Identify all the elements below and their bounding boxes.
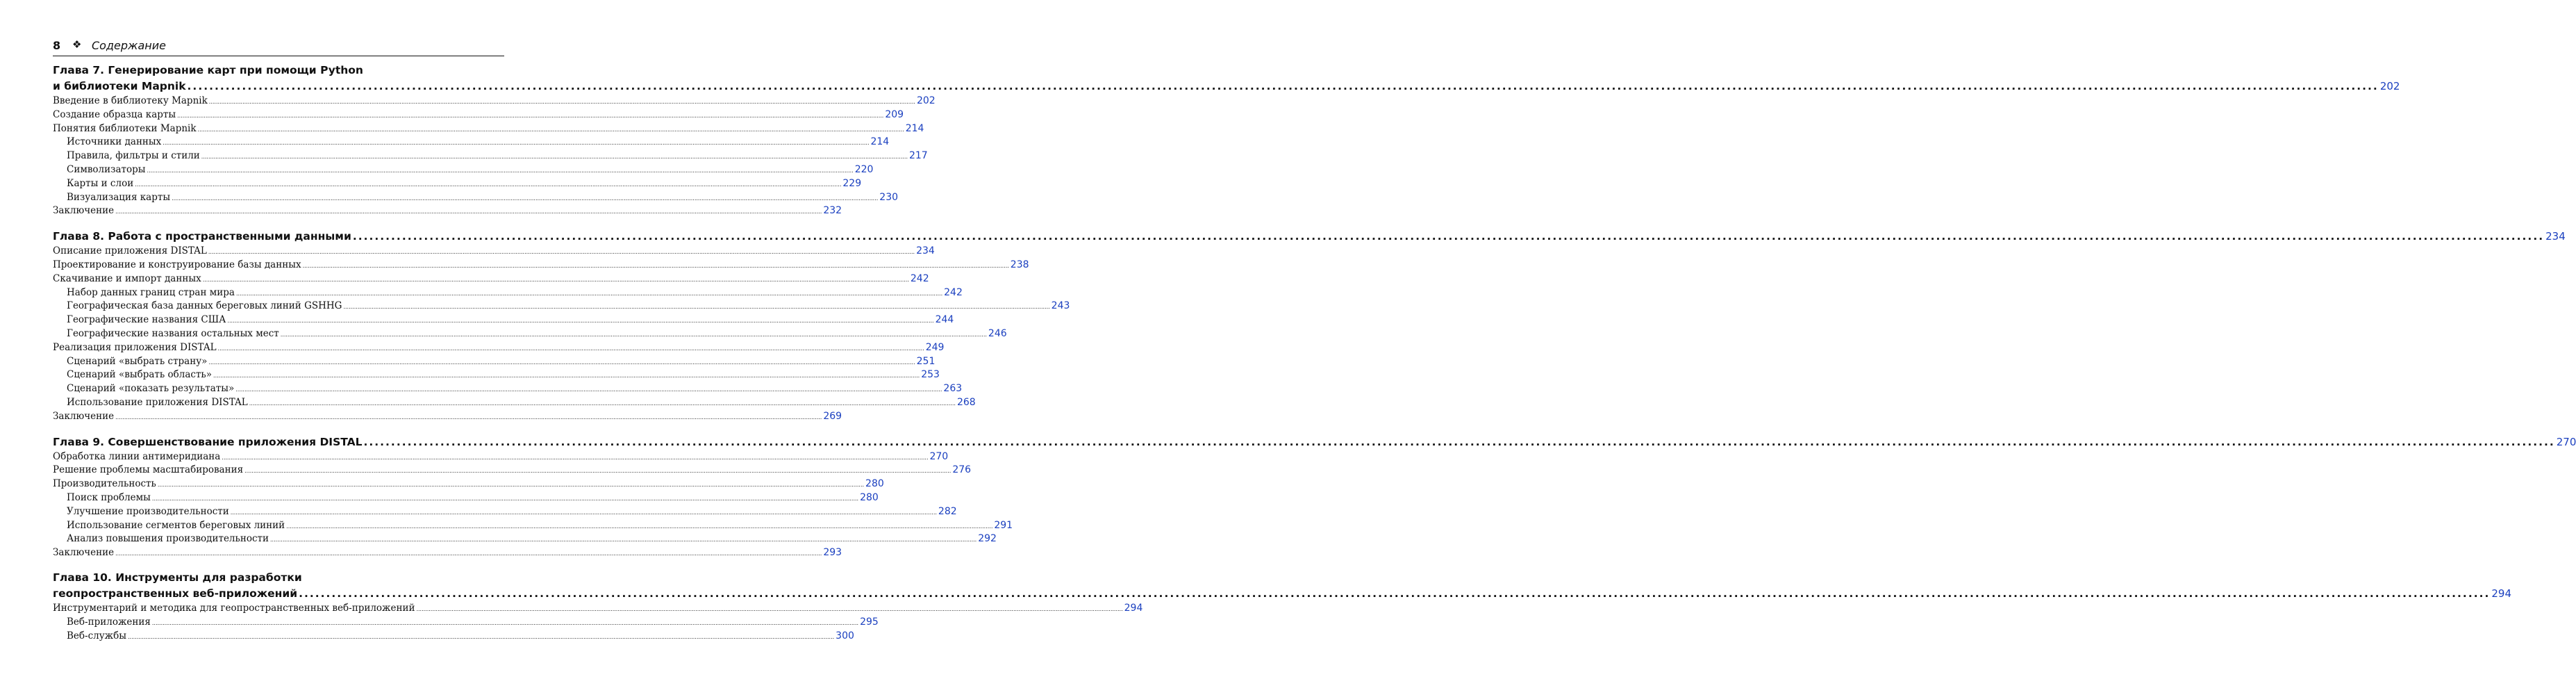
- chapter-title-line2: и библиотеки Mapnik: [53, 80, 186, 92]
- dot-leader: ................................................................................................................................................................................................................................................................................................................................................................................................................: [208, 359, 915, 366]
- entry-title: Сценарий «показать результаты»: [67, 383, 235, 395]
- dot-leader: ................................................................................................................................................................................................................................................................................................................................................................................................................: [280, 331, 987, 338]
- entry-title: Использование приложения DISTAL: [67, 396, 248, 408]
- toc-entry[interactable]: [53, 546, 842, 560]
- chapter-heading[interactable]: [53, 434, 2576, 450]
- toc-entry[interactable]: [53, 259, 1029, 272]
- chapter-page-number[interactable]: 234: [2545, 230, 2566, 243]
- toc-entry[interactable]: [53, 245, 935, 259]
- dot-leader: ................................................................................................................................................................................................................................................................................................................................................................................................................: [227, 318, 934, 325]
- entry-title: Инструментарий и методика для геопространственных веб-приложений: [53, 602, 415, 614]
- dot-leader: ................................................................................................................................................................................................................................................................................................................................................................................................................: [201, 154, 908, 161]
- entry-title: Символизаторы: [67, 163, 146, 175]
- entry-page-number[interactable]: 220: [854, 163, 874, 175]
- entry-page-number[interactable]: 293: [823, 547, 842, 559]
- dot-leader: ................................................................................................................................................................................................................................................................................................................................................................................................................: [115, 208, 822, 215]
- toc-subentry[interactable]: [53, 491, 879, 505]
- entry-title: Правила, фильтры и стили: [67, 150, 200, 162]
- entry-page-number[interactable]: 270: [929, 450, 949, 462]
- dot-leader: ................................................................................................................................................................................................................................................................................................................................................................................................................: [244, 468, 952, 475]
- chapter-heading[interactable]: [53, 63, 2400, 95]
- entry-title: Географические названия США: [67, 314, 226, 326]
- dot-leader: ................................................................................................................................................................................................................................................................................................................................................................................................................: [115, 414, 822, 420]
- entry-page-number[interactable]: 246: [988, 327, 1007, 339]
- dot-leader: ................................................................................................................................................................................................................................................................................................................................................................................................................: [151, 495, 859, 502]
- dot-leader: ................................................................................................................................................................................................................................................................................................................................................................................................................: [202, 276, 909, 283]
- entry-page-number[interactable]: 243: [1051, 300, 1070, 312]
- entry-page-number[interactable]: 280: [865, 478, 884, 490]
- entry-title: Производительность: [53, 478, 156, 490]
- dot-leader: ................................................................................................................................................................................................................................................................................................................................................................................................................: [147, 167, 854, 174]
- chapter-page-number[interactable]: 294: [2491, 587, 2512, 600]
- toc-entry[interactable]: [53, 477, 884, 491]
- entry-page-number[interactable]: 280: [860, 491, 879, 503]
- dot-leader: ................................................................................................................................................................................................................................................................................................................................................................................................................: [115, 550, 822, 557]
- chapter-title-row: [53, 78, 2400, 95]
- toc-entry[interactable]: [53, 450, 949, 464]
- dot-leader: ................................................................................................................................................................................................................................................................................................................................................................................................................: [230, 509, 937, 516]
- dot-leader: ................................................................................................................................................................................................................................................................................................................................................................................................................: [416, 605, 1123, 612]
- dot-leader: ................................................................................................................................................................................................................................................................................................................................................................................................................: [151, 619, 859, 626]
- chapter-gap: [53, 560, 504, 570]
- entry-page-number[interactable]: 251: [916, 355, 936, 367]
- chapter-heading[interactable]: [53, 570, 2512, 602]
- toc-subentry[interactable]: [53, 532, 997, 546]
- book-page: [53, 35, 2576, 641]
- toc-subentry[interactable]: [53, 163, 874, 177]
- entry-title: Понятия библиотеки Mapnik: [53, 122, 197, 134]
- entry-page-number[interactable]: 295: [860, 616, 879, 628]
- entry-page-number[interactable]: 229: [842, 177, 862, 189]
- entry-page-number[interactable]: 269: [823, 410, 842, 422]
- entry-title: Описание приложения DISTAL: [53, 245, 207, 257]
- entry-page-number[interactable]: 244: [935, 314, 954, 326]
- dot-leader: ................................................................................................................................................................................................................................................................................................................................................................................................................: [363, 435, 2555, 448]
- toc-entry[interactable]: [53, 410, 842, 424]
- toc-subentry[interactable]: [53, 368, 940, 382]
- dot-leader: ................................................................................................................................................................................................................................................................................................................................................................................................................: [187, 80, 2379, 92]
- dot-leader: ................................................................................................................................................................................................................................................................................................................................................................................................................: [163, 140, 870, 147]
- dot-leader: ................................................................................................................................................................................................................................................................................................................................................................................................................: [197, 126, 904, 133]
- chapter-title-row: [53, 434, 2576, 450]
- toc-subentry[interactable]: [53, 191, 899, 205]
- chapter-title-line1: Глава 10. Инструменты для разработки: [53, 571, 302, 584]
- toc-entry[interactable]: [53, 464, 972, 477]
- chapter-gap: [53, 424, 504, 434]
- entry-title: Обработка линии антимеридиана: [53, 450, 221, 462]
- dot-leader: ................................................................................................................................................................................................................................................................................................................................................................................................................: [208, 249, 915, 256]
- toc-subentry[interactable]: [53, 286, 963, 300]
- chapter-title-line2: геопространственных веб-приложений: [53, 587, 298, 600]
- chapter-page-number[interactable]: 202: [2379, 80, 2400, 92]
- toc-subentry[interactable]: [53, 355, 936, 369]
- table-of-contents: [53, 63, 2576, 643]
- chapter-title-line2: Глава 8. Работа с пространственными данными: [53, 230, 351, 243]
- dot-leader: ................................................................................................................................................................................................................................................................................................................................................................................................................: [172, 195, 879, 202]
- chapter-gap: [53, 218, 504, 228]
- toc-entry[interactable]: [53, 108, 904, 122]
- toc-subentry[interactable]: [53, 630, 854, 644]
- entry-title: Сценарий «выбрать страну»: [67, 355, 208, 367]
- toc-entry[interactable]: [53, 95, 936, 108]
- chapter-title-row: [53, 228, 2566, 245]
- dot-leader: ................................................................................................................................................................................................................................................................................................................................................................................................................: [208, 99, 915, 105]
- toc-entry[interactable]: [53, 122, 924, 136]
- entry-title: Карты и слои: [67, 177, 134, 189]
- toc-entry[interactable]: [53, 204, 842, 218]
- chapter-title-row: [53, 585, 2512, 602]
- entry-page-number[interactable]: 263: [943, 383, 963, 395]
- entry-page-number[interactable]: 202: [916, 95, 936, 106]
- toc-subentry[interactable]: [53, 149, 928, 163]
- entry-page-number[interactable]: 294: [1124, 602, 1143, 614]
- entry-title: Заключение: [53, 547, 115, 559]
- entry-title: Визуализация карты: [67, 191, 171, 203]
- entry-page-number[interactable]: 291: [994, 519, 1013, 531]
- entry-page-number[interactable]: 217: [908, 150, 928, 162]
- entry-page-number[interactable]: 249: [925, 341, 945, 353]
- entry-page-number[interactable]: 232: [823, 205, 842, 217]
- dot-leader: ................................................................................................................................................................................................................................................................................................................................................................................................................: [235, 386, 942, 393]
- entry-page-number[interactable]: 214: [870, 136, 890, 148]
- dot-leader: ................................................................................................................................................................................................................................................................................................................................................................................................................: [213, 373, 920, 379]
- dot-leader: ................................................................................................................................................................................................................................................................................................................................................................................................................: [177, 112, 884, 119]
- toc-subentry[interactable]: [53, 382, 963, 396]
- entry-title: Использование сегментов береговых линий: [67, 519, 285, 531]
- dot-leader: ................................................................................................................................................................................................................................................................................................................................................................................................................: [352, 230, 2545, 243]
- dot-leader: ................................................................................................................................................................................................................................................................................................................................................................................................................: [157, 482, 865, 489]
- running-title: Содержание: [92, 39, 166, 52]
- entry-title: Источники данных: [67, 136, 162, 148]
- entry-title: Проектирование и конструирование базы данных: [53, 259, 301, 270]
- dot-leader: ................................................................................................................................................................................................................................................................................................................................................................................................................: [135, 181, 842, 188]
- dot-leader: ................................................................................................................................................................................................................................................................................................................................................................................................................: [286, 523, 993, 530]
- entry-title: Географическая база данных береговых линий GSHHG: [67, 300, 342, 312]
- entry-title: Реализация приложения DISTAL: [53, 341, 217, 353]
- dot-leader: ................................................................................................................................................................................................................................................................................................................................................................................................................: [222, 454, 929, 461]
- entry-title: Заключение: [53, 410, 115, 422]
- chapter-page-number[interactable]: 270: [2556, 435, 2576, 448]
- entry-title: Сценарий «выбрать область»: [67, 369, 213, 381]
- entry-title: Поиск проблемы: [67, 491, 151, 503]
- entry-page-number[interactable]: 292: [978, 533, 997, 545]
- entry-title: Решение проблемы масштабирования: [53, 464, 244, 476]
- toc-subentry[interactable]: [53, 136, 890, 149]
- toc-subentry[interactable]: [53, 505, 957, 519]
- toc-entry[interactable]: [53, 341, 945, 355]
- dot-leader: ................................................................................................................................................................................................................................................................................................................................................................................................................: [127, 633, 835, 640]
- dot-leader: ................................................................................................................................................................................................................................................................................................................................................................................................................: [249, 400, 956, 407]
- dot-leader: ................................................................................................................................................................................................................................................................................................................................................................................................................: [217, 345, 924, 352]
- chapter-heading[interactable]: [53, 228, 2566, 245]
- toc-subentry[interactable]: [53, 177, 862, 191]
- entry-title: Заключение: [53, 205, 115, 217]
- entry-title: Создание образца карты: [53, 108, 176, 120]
- entry-title: Улучшение производительности: [67, 505, 229, 517]
- toc-entry[interactable]: [53, 272, 929, 286]
- entry-page-number[interactable]: 242: [910, 272, 929, 284]
- dot-leader: ................................................................................................................................................................................................................................................................................................................................................................................................................: [302, 262, 1009, 269]
- entry-page-number[interactable]: 276: [952, 464, 972, 476]
- toc-entry[interactable]: [53, 602, 1143, 616]
- toc-subentry[interactable]: [53, 300, 1070, 313]
- toc-subentry[interactable]: [53, 313, 954, 327]
- diamond-ornament-icon: ❖: [72, 38, 82, 51]
- entry-title: Географические названия остальных мест: [67, 327, 279, 339]
- chapter-title-line2: Глава 9. Совершенствование приложения DISTAL: [53, 435, 363, 448]
- entry-page-number[interactable]: 282: [938, 505, 957, 517]
- dot-leader: ................................................................................................................................................................................................................................................................................................................................................................................................................: [270, 537, 977, 543]
- toc-subentry[interactable]: [53, 616, 879, 630]
- entry-title: Анализ повышения производительности: [67, 533, 269, 545]
- chapter-title-line1: Глава 7. Генерирование карт при помощи Python: [53, 64, 363, 76]
- entry-title: Набор данных границ стран мира: [67, 286, 235, 298]
- entry-title: Веб-приложения: [67, 616, 151, 628]
- page-number: 8: [53, 39, 61, 52]
- entry-page-number[interactable]: 238: [1010, 259, 1029, 270]
- entry-title: Скачивание и импорт данных: [53, 272, 201, 284]
- toc-subentry[interactable]: [53, 327, 1007, 341]
- dot-leader: ................................................................................................................................................................................................................................................................................................................................................................................................................: [299, 587, 2491, 600]
- entry-page-number[interactable]: 209: [885, 108, 904, 120]
- toc-subentry[interactable]: [53, 519, 1013, 533]
- dot-leader: ................................................................................................................................................................................................................................................................................................................................................................................................................: [235, 290, 943, 297]
- running-header: [53, 35, 504, 54]
- entry-page-number[interactable]: 268: [956, 396, 976, 408]
- dot-leader: ................................................................................................................................................................................................................................................................................................................................................................................................................: [343, 304, 1050, 311]
- entry-page-number[interactable]: 214: [905, 122, 924, 134]
- entry-page-number[interactable]: 253: [921, 369, 940, 381]
- entry-title: Веб-службы: [67, 630, 126, 641]
- entry-page-number[interactable]: 230: [879, 191, 899, 203]
- toc-subentry[interactable]: [53, 396, 976, 410]
- entry-page-number[interactable]: 242: [944, 286, 963, 298]
- entry-page-number[interactable]: 234: [916, 245, 935, 257]
- entry-title: Введение в библиотеку Mapnik: [53, 95, 208, 106]
- entry-page-number[interactable]: 300: [836, 630, 854, 641]
